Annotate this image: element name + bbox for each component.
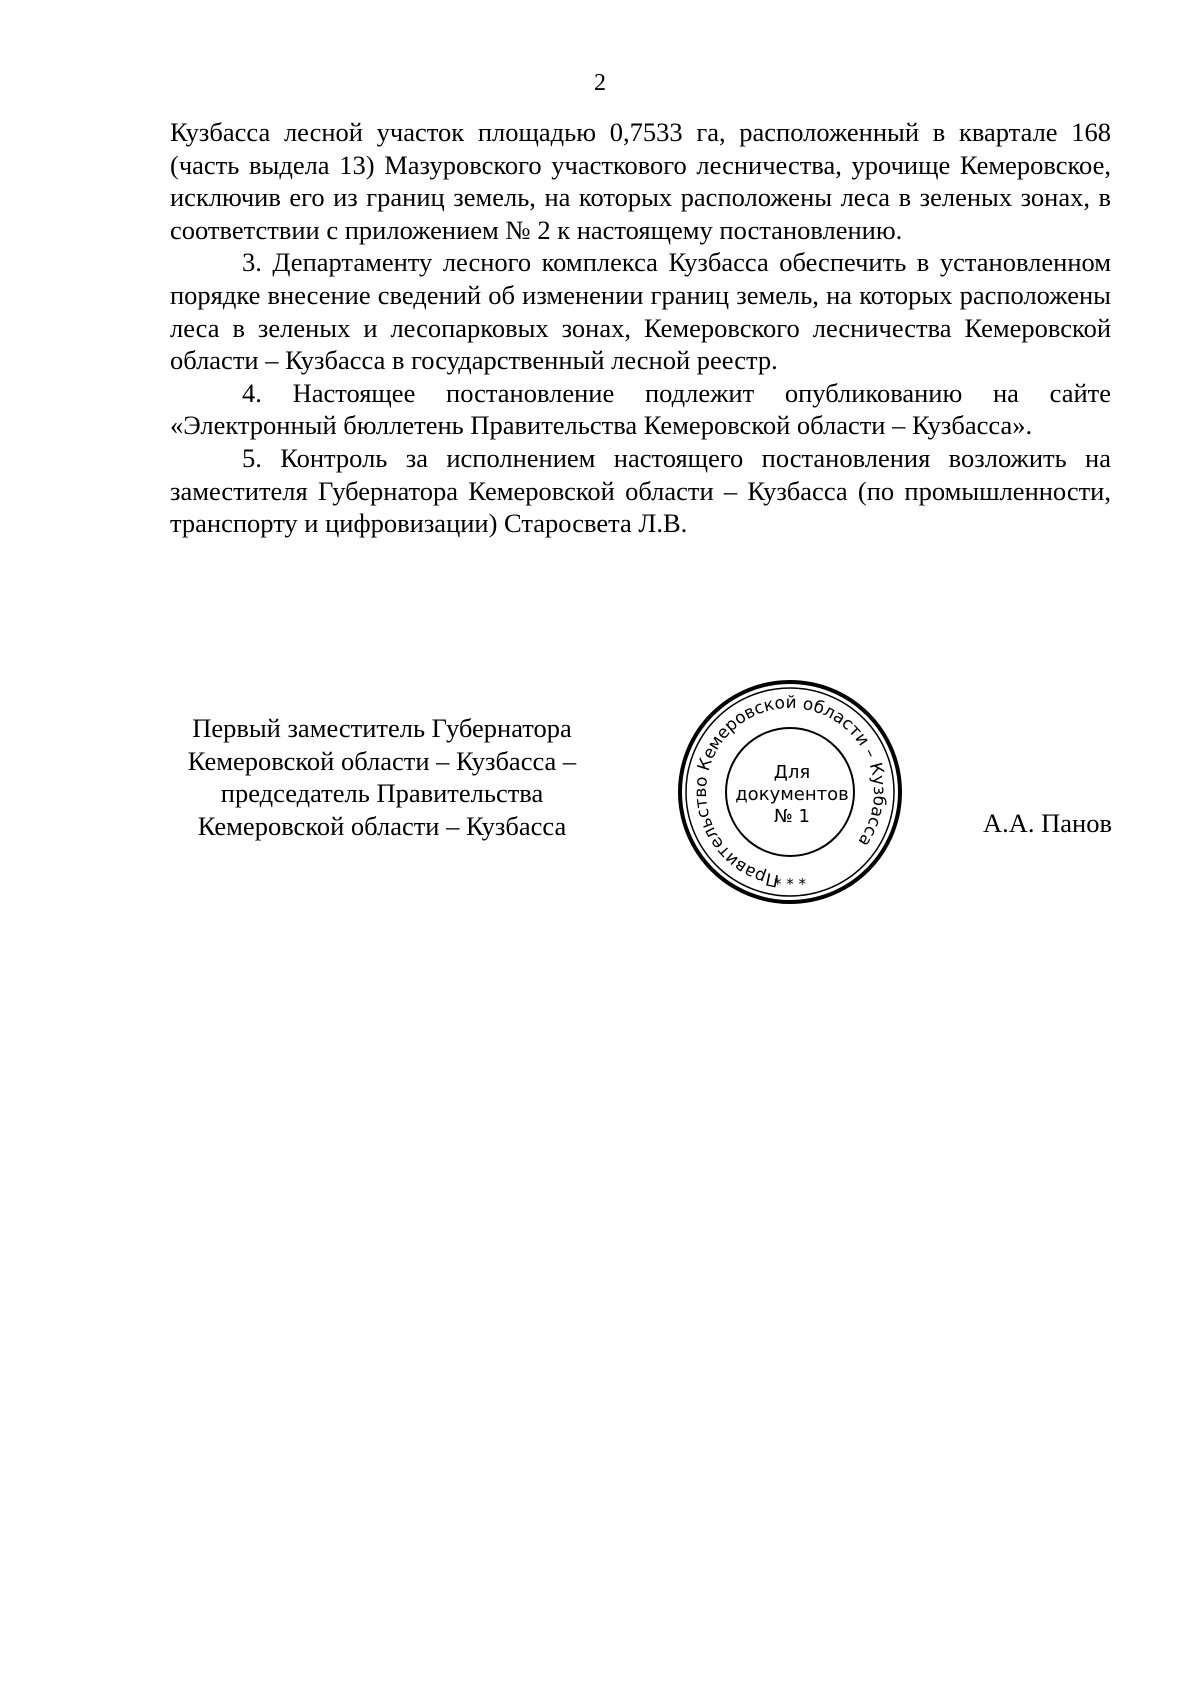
seal-graphic: [674, 676, 906, 908]
text-line: 5. Контроль за исполнением настоящего постановления возложить на: [242, 442, 1111, 473]
text-line: (по промышленности, транспорту и цифровизации) Старосвета Л.В.: [170, 475, 1111, 539]
seal-center-line: Для: [773, 762, 811, 783]
position-line: Кемеровской области – Кузбасса –: [187, 745, 577, 776]
seal-stars: * * *: [773, 875, 807, 893]
paragraph-item-3: [170, 246, 1111, 376]
seal-ring-textpath: Правительство Кемеровской области – Кузбасса: [690, 692, 890, 891]
text-line: установленном порядке внесение сведений об изменении границ земель, на: [170, 247, 1112, 310]
text-line: расположены леса в зеленых зонах, в соответствии с приложением № 2 к: [170, 182, 1112, 245]
text-line: квартале 168 (часть выдела 13) Мазуровского участкового лесничества,: [170, 117, 1112, 180]
seal-center-line: документов: [735, 784, 849, 805]
text-line: лесничества Кемеровской области – Кузбасса в государственный лесной: [170, 312, 1111, 376]
paragraph-item-5: [170, 442, 1111, 540]
paragraph-item-4: [170, 377, 1111, 442]
position-line: Первый заместитель Губернатора: [192, 713, 572, 743]
text-line: 4. Настоящее постановление подлежит опубликованию на сайте: [242, 377, 1111, 408]
text-line: заместителя Губернатора Кемеровской области – Кузбасса: [170, 475, 848, 506]
document-body: [170, 116, 1111, 540]
position-line: председатель Правительства: [220, 778, 544, 809]
paragraph-continuation: [170, 116, 1111, 246]
text-line: урочище Кемеровское, исключив его из границ земель, на которых: [170, 149, 1111, 213]
text-line: настоящему постановлению.: [576, 214, 903, 245]
text-line: которых расположены леса в зеленых и лесопарковых зонах, Кемеровского: [170, 279, 1111, 343]
signer-name: А.А. Панов: [983, 808, 1112, 838]
seal-center-line: № 1: [774, 806, 810, 827]
text-line: реестр.: [696, 345, 778, 376]
signatory-position: [160, 712, 604, 842]
text-line: Кузбасса лесной участок площадью 0,7533 га, расположенный в: [170, 117, 946, 147]
official-seal: [674, 676, 906, 908]
text-line: 3. Департаменту лесного комплекса Кузбасса обеспечить в: [242, 247, 930, 278]
text-line: «Электронный бюллетень Правительства Кемеровской области – Кузбасса».: [170, 410, 1033, 441]
page-number: 2: [594, 70, 606, 96]
position-line: Кемеровской области – Кузбасса: [197, 810, 567, 841]
